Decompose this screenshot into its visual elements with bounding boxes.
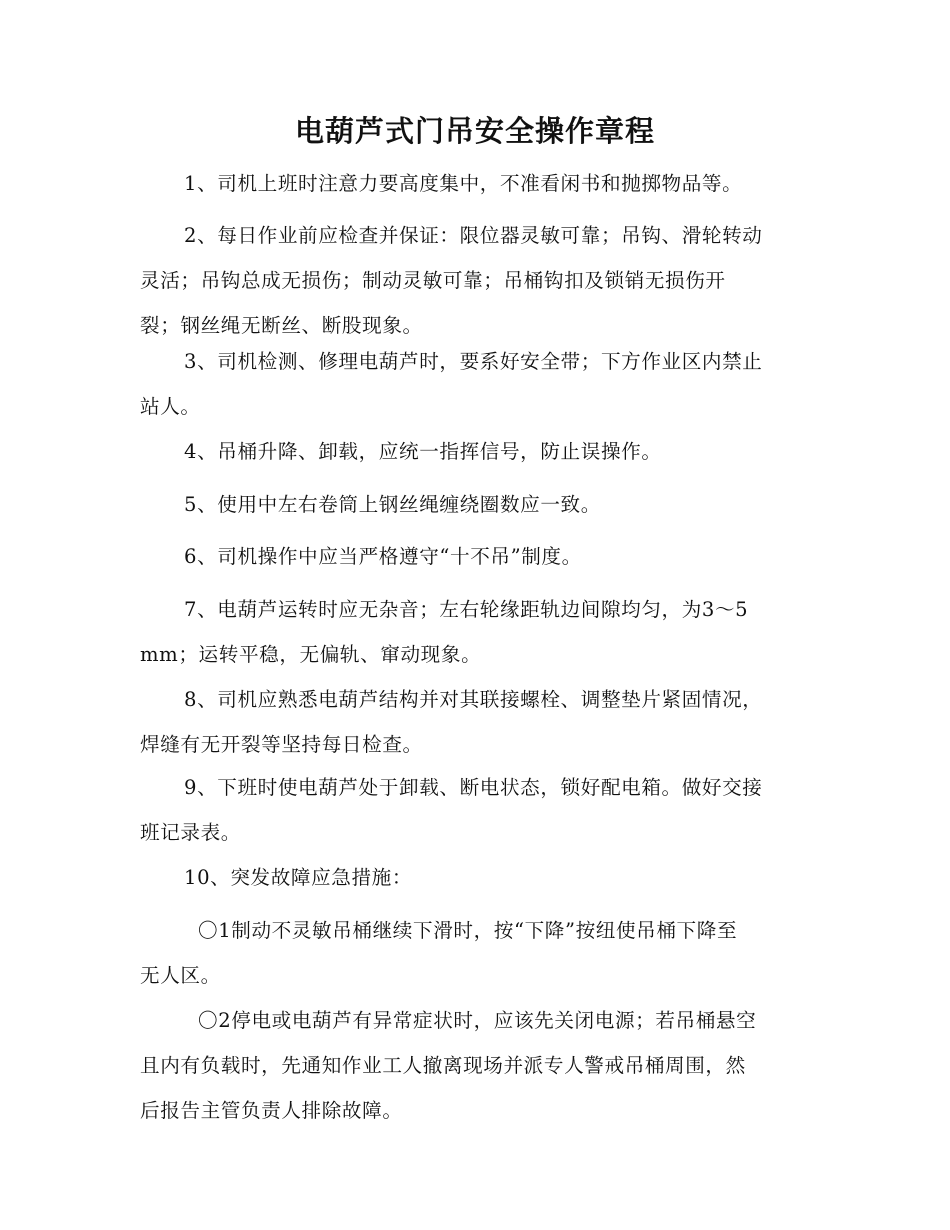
paragraph-line: 2、每日作业前应检查并保证：限位器灵敏可靠；吊钩、滑轮转动 (184, 224, 763, 247)
paragraph-8 (140, 677, 810, 767)
paragraph-line: 班记录表。 (140, 821, 241, 844)
paragraph-line: 裂；钢丝绳无断丝、断股现象。 (140, 314, 423, 337)
paragraph-line: 8、司机应熟悉电葫芦结构并对其联接螺栓、调整垫片紧固情况， (184, 688, 763, 711)
paragraph-line: 后报告主管负责人排除故障。 (140, 1099, 403, 1122)
paragraph-6 (140, 534, 810, 579)
paragraph-5 (140, 482, 810, 527)
paragraph-7 (140, 587, 810, 677)
document-title: 电葫芦式门吊安全操作章程 (294, 114, 655, 148)
paragraph-line: 10、突发故障应急措施： (184, 866, 413, 889)
paragraph-line: 1、司机上班时注意力要高度集中，不准看闲书和抛掷物品等。 (184, 172, 743, 195)
paragraph-line: 9、下班时使电葫芦处于卸载、断电状态，锁好配电箱。做好交接 (184, 776, 763, 799)
paragraph-1 (140, 161, 810, 206)
paragraph-line: 4、吊桶升降、卸载，应统一指挥信号，防止误操作。 (184, 440, 662, 463)
paragraph-line: 3、司机检测、修理电葫芦时，要系好安全带；下方作业区内禁止 (184, 350, 763, 373)
paragraph-line: mm；运转平稳，无偏轨、窜动现象。 (140, 643, 482, 666)
paragraph-2 (140, 213, 810, 348)
paragraph-line: 灵活；吊钩总成无损伤；制动灵敏可靠；吊桶钩扣及锁销无损伤开 (140, 269, 726, 292)
paragraph-4 (140, 429, 810, 474)
paragraph-12 (140, 998, 810, 1133)
paragraph-line: 6、司机操作中应当严格遵守“十不吊”制度。 (184, 545, 582, 568)
paragraph-3 (140, 339, 810, 429)
paragraph-line: 5、使用中左右卷筒上钢丝绳缠绕圈数应一致。 (184, 493, 601, 516)
paragraph-line: 站人。 (140, 395, 201, 418)
paragraph-line: 无人区。 (140, 964, 221, 987)
paragraph-line: 〇1制动不灵敏吊桶继续下滑时，按“下降”按纽使吊桶下降至 (198, 919, 738, 942)
paragraph-line: 〇2停电或电葫芦有异常症状时，应该先关闭电源；若吊桶悬空 (198, 1009, 757, 1032)
paragraph-line: 焊缝有无开裂等坚持每日检查。 (140, 733, 423, 756)
paragraph-11 (140, 908, 810, 998)
paragraph-line: 7、电葫芦运转时应无杂音；左右轮缘距轨边间隙均匀，为3～5 (184, 598, 749, 621)
paragraph-10 (140, 855, 810, 900)
paragraph-9 (140, 765, 810, 855)
paragraph-line: 且内有负载时，先通知作业工人撤离现场并派专人警戒吊桶周围，然 (140, 1054, 746, 1077)
